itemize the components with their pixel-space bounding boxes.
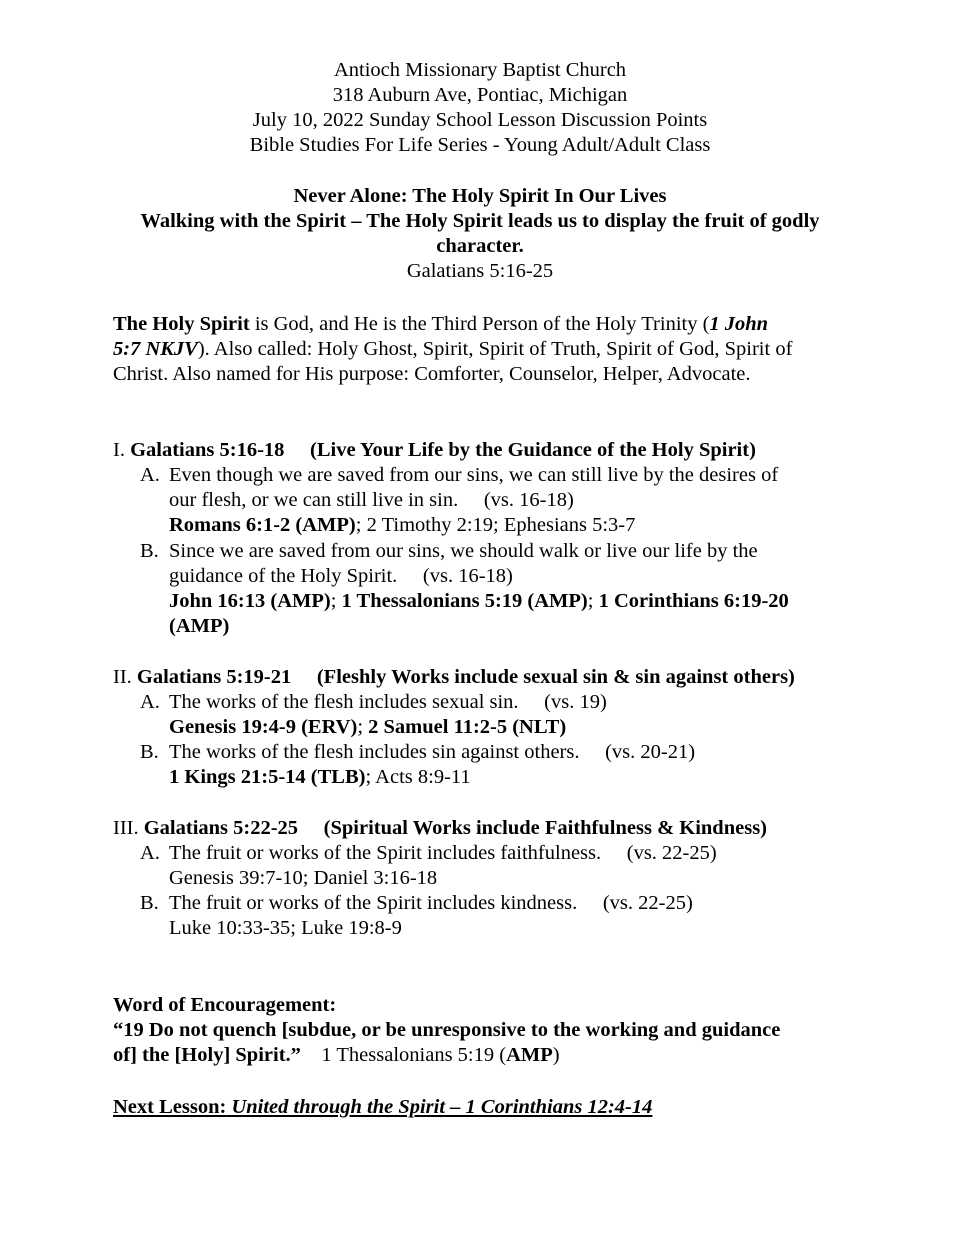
section-1-heading: I. Galatians 5:16-18 (Live Your Life by the Guidance of the Holy Spirit) — [113, 439, 756, 461]
section-1-a-references: Romans 6:1-2 (AMP); 2 Timothy 2:19; Ephesians 5:3-7 — [169, 514, 636, 536]
next-lesson-label: Next Lesson: — [113, 1096, 227, 1118]
section-2-a-references: Genesis 19:4-9 (ERV); 2 Samuel 11:2-5 (NLT) — [169, 716, 567, 738]
section-2-b-line1: The works of the flesh includes sin against others. (vs. 20-21) — [169, 741, 696, 763]
section-3-b-marker: B. — [140, 892, 159, 914]
section-2-b-references: 1 Kings 21:5-14 (TLB); Acts 8:9-11 — [169, 766, 471, 788]
section-3-a-marker: A. — [140, 842, 160, 864]
section-3-heading: III. Galatians 5:22-25 (Spiritual Works include Faithfulness & Kindness) — [113, 817, 767, 839]
intro-line3: Christ. Also named for His purpose: Comforter, Counselor, Helper, Advocate. — [113, 363, 751, 385]
encouragement-quote-line1: “19 Do not quench [subdue, or be unresponsive to the working and guidance — [113, 1019, 781, 1041]
section-1-a-marker: A. — [140, 464, 160, 486]
encouragement-quote-line2: of] the [Holy] Spirit.” 1 Thessalonians 5:19 (AMP) — [113, 1044, 560, 1066]
section-1-b-references: John 16:13 (AMP); 1 Thessalonians 5:19 (AMP); 1 Corinthians 6:19-20 — [169, 590, 789, 612]
church-name: Antioch Missionary Baptist Church — [333, 59, 627, 81]
section-3-a-line1: The fruit or works of the Spirit includes faithfulness. (vs. 22-25) — [169, 842, 717, 864]
section-1-b-line2: guidance of the Holy Spirit. (vs. 16-18) — [169, 565, 513, 587]
intro-reference-cont: 5:7 NKJV — [113, 338, 198, 360]
section-2-b-marker: B. — [140, 741, 159, 763]
church-address: 318 Auburn Ave, Pontiac, Michigan — [332, 84, 628, 106]
lesson-subtitle-line1: Walking with the Spirit – The Holy Spirit leads us to display the fruit of godly — [140, 210, 820, 232]
section-1-a-line1: Even though we are saved from our sins, we can still live by the desires of — [169, 464, 779, 486]
lesson-subtitle-line2: character. — [436, 235, 524, 257]
lesson-date: July 10, 2022 Sunday School Lesson Discussion Points — [252, 109, 708, 131]
intro-line1: The Holy Spirit is God, and He is the Third Person of the Holy Trinity (1 John — [113, 313, 769, 335]
section-1-b-marker: B. — [140, 540, 159, 562]
section-2-a-marker: A. — [140, 691, 160, 713]
next-lesson — [113, 1095, 652, 1120]
section-3-a-references: Genesis 39:7-10; Daniel 3:16-18 — [169, 867, 438, 889]
section-1-b-references-cont: (AMP) — [169, 615, 230, 637]
next-lesson-title: United through the Spirit – 1 Corinthians 12:4-14 — [231, 1096, 653, 1118]
section-3-b-line1: The fruit or works of the Spirit includes kindness. (vs. 22-25) — [169, 892, 693, 914]
intro-reference: 1 John — [709, 313, 769, 335]
section-1-b-line1: Since we are saved from our sins, we should walk or live our life by the — [169, 540, 758, 562]
intro-line2: 5:7 NKJV). Also called: Holy Ghost, Spirit, Spirit of Truth, Spirit of God, Spirit of — [113, 338, 793, 360]
series-name: Bible Studies For Life Series - Young Adult/Adult Class — [249, 134, 711, 156]
section-2-heading: II. Galatians 5:19-21 (Fleshly Works include sexual sin & sin against others) — [113, 666, 795, 688]
lesson-title: Never Alone: The Holy Spirit In Our Lives — [293, 185, 667, 207]
section-2-a-line1: The works of the flesh includes sexual sin. (vs. 19) — [169, 691, 607, 713]
encouragement-heading: Word of Encouragement: — [113, 994, 337, 1016]
holy-spirit-term: The Holy Spirit — [113, 313, 250, 335]
section-3-b-references: Luke 10:33-35; Luke 19:8-9 — [169, 917, 402, 939]
section-1-a-line2: our flesh, or we can still live in sin. (vs. 16-18) — [169, 489, 574, 511]
lesson-scripture: Galatians 5:16-25 — [406, 260, 554, 282]
